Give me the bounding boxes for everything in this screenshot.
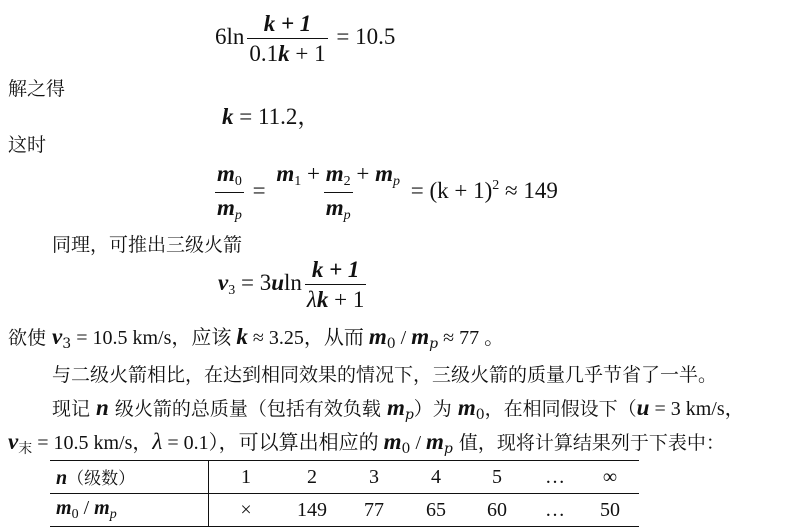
eq1-den-var: k bbox=[278, 41, 290, 66]
eq4-denominator bbox=[305, 284, 366, 311]
table-cell: × bbox=[209, 494, 284, 527]
eq1-ln: ln bbox=[226, 23, 245, 49]
eq3-eq: = bbox=[246, 177, 272, 203]
equation-4: $v_3 = 3uln$ $\frac{k + 1}{\lambda k + 1}$ bbox=[218, 257, 365, 312]
table-cell: ∞ bbox=[581, 461, 639, 494]
table-row bbox=[50, 494, 639, 527]
eq4-rhs-head: = 3 bbox=[235, 269, 272, 295]
table-cell: 149 bbox=[283, 494, 341, 527]
results-table bbox=[50, 460, 639, 527]
eq4-fraction bbox=[305, 258, 366, 311]
table-cell: 1 bbox=[209, 461, 284, 494]
eq4-lhs-sub: 3 bbox=[228, 282, 236, 298]
text-comparison: 与二级火箭相比，在达到相同效果的情况下，三级火箭的质量几乎节省了一半。 bbox=[52, 364, 718, 386]
eq1-denominator bbox=[247, 38, 327, 65]
eq1-coef: 6 bbox=[215, 23, 227, 49]
eq4-den-k: k bbox=[316, 287, 329, 312]
table-cell: 77 bbox=[341, 494, 407, 527]
text-then: 这时 bbox=[8, 134, 47, 156]
table-cell: 50 bbox=[581, 494, 639, 527]
table-cell: … bbox=[529, 461, 581, 494]
table-cell: … bbox=[529, 494, 581, 527]
text-desired-velocity: 欲使 $v_3 = 10.5$ km/s，应该 k ≈ 3.25，从而 $m_0 / m_p \approx 77$ 。 bbox=[8, 324, 505, 352]
equation-2 bbox=[222, 105, 320, 128]
eq2-rhs: = 11.2， bbox=[233, 104, 321, 129]
table-header-stages: n（级数） bbox=[50, 461, 209, 494]
text-similarly: 同理，可推出三级火箭 bbox=[52, 234, 243, 256]
table-cell: 4 bbox=[407, 461, 465, 494]
eq3-left-fraction: $\frac{m_0}{m_p}$ bbox=[217, 161, 242, 223]
table-row bbox=[50, 461, 639, 494]
eq1-fraction bbox=[247, 12, 327, 65]
eq2-var: k bbox=[222, 104, 234, 129]
table-cell: 65 bbox=[407, 494, 465, 527]
eq4-den-rest: + 1 bbox=[328, 287, 365, 312]
eq3-rhs-open: = (k + 1) bbox=[405, 177, 493, 203]
text-n-stage: 现记 n 级火箭的总质量（包括有效负载 $m_p$）为 $m_0$，在相同假设下（u = 3 km/s， bbox=[52, 395, 745, 423]
table-cell: 3 bbox=[341, 461, 407, 494]
eq1-rhs: = 10.5 bbox=[330, 23, 396, 49]
text-assumptions: $v_末 = 10.5$ km/s，λ = 0.1），可以算出相应的 $m_0 / m_p$ 值，现将计算结果列于下表中： bbox=[8, 429, 725, 457]
equation-1 bbox=[215, 12, 395, 65]
eq1-den-rest: + 1 bbox=[289, 41, 326, 66]
table-cell: 5 bbox=[465, 461, 529, 494]
eq1-numerator: k + 1 bbox=[263, 11, 312, 36]
eq3-rhs-end: ≈ 149 bbox=[499, 177, 558, 203]
eq1-den-coef: 0.1 bbox=[249, 41, 279, 66]
eq4-u: u bbox=[271, 269, 284, 295]
eq3-right-fraction: $\frac{m_1 + m_2 + m_p}{m_p}$ bbox=[276, 161, 401, 223]
eq4-ln: ln bbox=[284, 269, 302, 295]
table-cell: 60 bbox=[465, 494, 529, 527]
equation-3 bbox=[212, 162, 558, 223]
text-solve: 解之得 bbox=[8, 78, 66, 100]
eq4-numerator: k + 1 bbox=[311, 257, 360, 282]
table-header-mass-ratio: $m_0 / m_p$ bbox=[50, 494, 209, 527]
eq4-den-lambda: λ bbox=[306, 287, 317, 312]
table-cell: 2 bbox=[283, 461, 341, 494]
eq3-sup: 2 bbox=[492, 177, 500, 193]
